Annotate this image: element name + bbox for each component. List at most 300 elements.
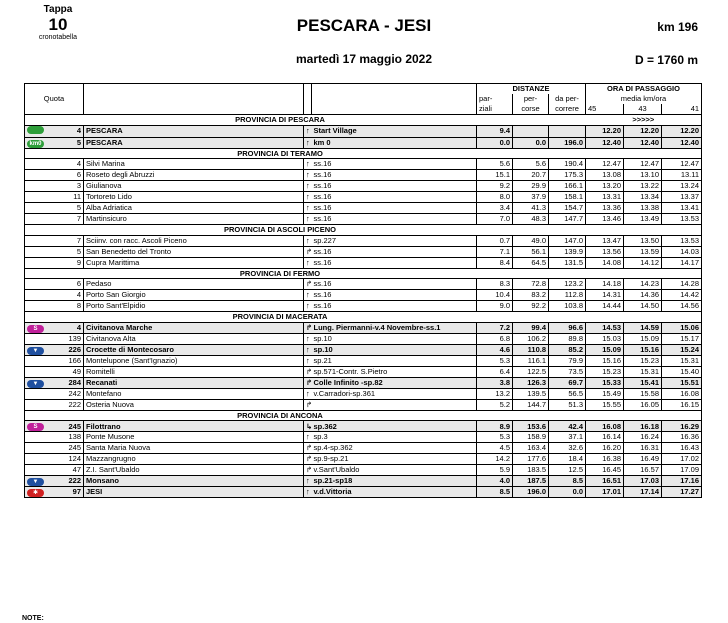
quota-cell: 47 — [72, 465, 81, 475]
stage-distance: km 196 — [657, 20, 698, 34]
time-45: 16.14 — [586, 432, 624, 443]
location-name: Cupra Marittima — [84, 257, 304, 268]
start-icon — [27, 126, 44, 134]
location-name: Crocette di Montecosaro — [84, 344, 304, 355]
table-row — [25, 235, 702, 246]
province-header — [25, 410, 702, 421]
quota-cell: 245 — [68, 421, 81, 431]
direction-arrow: ↑ — [304, 290, 312, 301]
quota-cell: 9 — [76, 257, 81, 267]
direction-arrow: ↱ — [304, 366, 312, 377]
direction-arrow: ↑ — [304, 388, 312, 399]
location-name: Recanati — [84, 377, 304, 388]
province-header — [25, 224, 702, 235]
quota-cell: 166 — [68, 355, 81, 365]
direction-arrow: ↱ — [304, 399, 312, 410]
direction-arrow: ↱ — [304, 443, 312, 454]
time-41: 17.02 — [662, 454, 702, 465]
location-name: Civitanova Marche — [84, 323, 304, 334]
table-row — [25, 476, 702, 487]
dist-remaining: 0.0 — [549, 487, 586, 498]
time-45: 15.23 — [586, 366, 624, 377]
location-name: Roseto degli Abruzzi — [84, 170, 304, 181]
dist-partial: 0.0 — [477, 137, 513, 148]
time-41: 16.08 — [662, 388, 702, 399]
location-name: PESCARA — [84, 137, 304, 148]
dist-remaining: 147.7 — [549, 213, 586, 224]
table-row — [25, 388, 702, 399]
dist-covered: 37.9 — [513, 192, 549, 203]
time-41: 15.17 — [662, 334, 702, 345]
dist-remaining: 37.1 — [549, 432, 586, 443]
time-45: 14.53 — [586, 323, 624, 334]
dist-remaining: 42.4 — [549, 421, 586, 432]
time-43: 12.47 — [624, 159, 662, 170]
dist-partial: 8.9 — [477, 421, 513, 432]
time-45: 13.20 — [586, 181, 624, 192]
col-parziali-1: par- — [477, 94, 513, 104]
sprint-icon: S — [27, 423, 44, 431]
location-name: Mazzangrugno — [84, 454, 304, 465]
table-row — [25, 181, 702, 192]
dist-covered: 153.6 — [513, 421, 549, 432]
road-name: Start Village — [313, 126, 357, 136]
road-name: ss.16 — [313, 192, 332, 202]
time-43: 14.36 — [624, 290, 662, 301]
col-speed-43: 43 — [624, 104, 662, 114]
dist-remaining: 112.8 — [549, 290, 586, 301]
dist-partial: 14.2 — [477, 454, 513, 465]
location-name: JESI — [84, 487, 304, 498]
quota-cell: 139 — [68, 334, 81, 344]
dist-covered: 144.7 — [513, 399, 549, 410]
dist-partial: 8.0 — [477, 192, 513, 203]
time-41: 15.24 — [662, 344, 702, 355]
time-41: 12.40 — [662, 137, 702, 148]
location-name: Z.I. Sant'Ubaldo — [84, 465, 304, 476]
quota-cell: 49 — [72, 366, 81, 376]
province-name: PROVINCIA DI MACERATA — [232, 312, 328, 322]
table-row — [25, 170, 702, 181]
stage-elevation: D = 1760 m — [634, 53, 698, 67]
time-45: 13.31 — [586, 192, 624, 203]
table-row — [25, 290, 702, 301]
dist-remaining: 69.7 — [549, 377, 586, 388]
direction-arrow: ↑ — [304, 476, 312, 487]
road-name — [312, 399, 477, 410]
time-45: 16.20 — [586, 443, 624, 454]
footer-note: NOTE: — [22, 615, 44, 622]
time-45: 15.55 — [586, 399, 624, 410]
direction-arrow: ↑ — [304, 344, 312, 355]
tappa-subtitle: cronotabella — [38, 34, 78, 41]
direction-arrow: ↑ — [304, 159, 312, 170]
location-name: Pedaso — [84, 279, 304, 290]
province-name: PROVINCIA DI ANCONA — [237, 410, 323, 420]
quota-cell: 11 — [73, 192, 81, 202]
timetable — [24, 83, 702, 498]
time-41: 14.17 — [662, 257, 702, 268]
time-41: 14.56 — [662, 301, 702, 312]
dist-remaining: 56.5 — [549, 388, 586, 399]
col-percorrere-2: correre — [549, 104, 586, 114]
table-row — [25, 421, 702, 432]
table-row — [25, 192, 702, 203]
road-name: km 0 — [313, 137, 331, 147]
direction-arrow: ↱ — [304, 465, 312, 476]
province-extra — [586, 224, 702, 235]
dist-covered — [513, 125, 549, 137]
dist-partial: 9.4 — [477, 125, 513, 137]
quota-cell: 226 — [68, 344, 81, 354]
time-41: 14.42 — [662, 290, 702, 301]
table-row — [25, 355, 702, 366]
table-row — [25, 279, 702, 290]
dist-remaining: 96.6 — [549, 323, 586, 334]
dist-partial: 8.5 — [477, 487, 513, 498]
location-name: Civitanova Alta — [84, 334, 304, 345]
dist-covered: 158.9 — [513, 432, 549, 443]
tappa-number: 10 — [48, 15, 68, 34]
dist-partial: 3.4 — [477, 203, 513, 214]
time-41: 13.37 — [662, 192, 702, 203]
time-41: 13.53 — [662, 213, 702, 224]
quota-cell: 5 — [76, 203, 81, 213]
location-name: Tortoreto Lido — [84, 192, 304, 203]
time-41: 12.20 — [662, 125, 702, 137]
dist-covered: 92.2 — [513, 301, 549, 312]
time-43: 13.22 — [624, 181, 662, 192]
time-41: 16.36 — [662, 432, 702, 443]
time-43: 13.34 — [624, 192, 662, 203]
dist-partial: 10.4 — [477, 290, 513, 301]
dist-remaining: 8.5 — [549, 476, 586, 487]
time-45: 15.09 — [586, 344, 624, 355]
quota-cell: 5 — [76, 246, 81, 256]
location-name: Silvi Marina — [84, 159, 304, 170]
table-row — [25, 203, 702, 214]
direction-arrow: ↑ — [304, 235, 312, 246]
time-43: 14.59 — [624, 323, 662, 334]
dist-covered: 5.6 — [513, 159, 549, 170]
time-45: 13.47 — [586, 235, 624, 246]
dist-remaining: 175.3 — [549, 170, 586, 181]
dist-remaining: 123.2 — [549, 279, 586, 290]
time-43: 15.09 — [624, 334, 662, 345]
quota-cell: 242 — [68, 388, 81, 398]
time-45: 15.49 — [586, 388, 624, 399]
table-row — [25, 432, 702, 443]
time-41: 17.09 — [662, 465, 702, 476]
dist-partial: 7.2 — [477, 323, 513, 334]
location-name: Osteria Nuova — [84, 399, 304, 410]
dist-partial: 15.1 — [477, 170, 513, 181]
road-name: sp.3 — [313, 432, 328, 442]
quota-cell: 7 — [76, 213, 81, 223]
dist-covered: 110.8 — [513, 344, 549, 355]
table-row — [25, 125, 702, 137]
time-43: 12.40 — [624, 137, 662, 148]
time-45: 14.08 — [586, 257, 624, 268]
location-name: Porto Sant'Elpidio — [84, 301, 304, 312]
road-name: ss.16 — [313, 159, 332, 169]
dist-remaining: 12.5 — [549, 465, 586, 476]
time-41: 14.03 — [662, 246, 702, 257]
time-43: 13.50 — [624, 235, 662, 246]
direction-arrow: ↑ — [304, 355, 312, 366]
location-name: Santa Maria Nuova — [84, 443, 304, 454]
direction-arrow: ↑ — [304, 137, 312, 148]
table-row — [25, 377, 702, 388]
time-41: 15.51 — [662, 377, 702, 388]
table-row — [25, 257, 702, 268]
dist-covered: 83.2 — [513, 290, 549, 301]
dist-remaining: 190.4 — [549, 159, 586, 170]
location-name: Porto San Giorgio — [84, 290, 304, 301]
road-name: ss.16 — [313, 181, 332, 191]
road-name: ss.16 — [313, 257, 332, 267]
quota-cell: 4 — [76, 290, 81, 300]
time-41: 16.29 — [662, 421, 702, 432]
direction-arrow: ↑ — [304, 487, 312, 498]
time-43: 15.31 — [624, 366, 662, 377]
dist-remaining: 51.3 — [549, 399, 586, 410]
time-45: 14.44 — [586, 301, 624, 312]
direction-arrow: ↑ — [304, 203, 312, 214]
dist-remaining: 196.0 — [549, 137, 586, 148]
quota-cell: 6 — [76, 279, 81, 289]
time-41: 13.24 — [662, 181, 702, 192]
time-43: 17.03 — [624, 476, 662, 487]
time-41: 15.31 — [662, 355, 702, 366]
quota-cell: 222 — [68, 476, 81, 486]
table-row — [25, 487, 702, 498]
road-name: ss.16 — [313, 279, 332, 289]
dist-partial: 5.3 — [477, 432, 513, 443]
time-43: 15.41 — [624, 377, 662, 388]
time-45: 14.31 — [586, 290, 624, 301]
quota-cell: 4 — [76, 323, 81, 333]
time-45: 16.45 — [586, 465, 624, 476]
time-41: 14.28 — [662, 279, 702, 290]
road-name: sp.21-sp18 — [313, 476, 353, 486]
quota-cell: 8 — [76, 301, 81, 311]
dist-partial: 9.0 — [477, 301, 513, 312]
dist-partial: 9.2 — [477, 181, 513, 192]
road-name: ss.16 — [313, 246, 332, 256]
dist-partial: 7.1 — [477, 246, 513, 257]
quota-cell: 245 — [68, 443, 81, 453]
quota-cell: 138 — [68, 432, 81, 442]
road-name: v.Carradori-sp.361 — [313, 388, 376, 398]
dist-covered: 163.4 — [513, 443, 549, 454]
dist-remaining: 158.1 — [549, 192, 586, 203]
dist-partial: 5.2 — [477, 399, 513, 410]
direction-arrow: ↱ — [304, 246, 312, 257]
time-41: 16.15 — [662, 399, 702, 410]
time-45: 12.20 — [586, 125, 624, 137]
direction-arrow: ↑ — [304, 192, 312, 203]
direction-arrow: ↑ — [304, 257, 312, 268]
time-43: 13.38 — [624, 203, 662, 214]
province-extra — [586, 410, 702, 421]
col-quota: Quota — [43, 93, 65, 103]
location-name: Monsano — [84, 476, 304, 487]
dist-partial: 6.4 — [477, 366, 513, 377]
dist-remaining: 103.8 — [549, 301, 586, 312]
table-row — [25, 399, 702, 410]
time-45: 16.51 — [586, 476, 624, 487]
time-45: 15.33 — [586, 377, 624, 388]
col-speed-45: 45 — [586, 104, 624, 114]
gpm-icon: ▼ — [27, 347, 44, 355]
province-name: PROVINCIA DI TERAMO — [237, 148, 323, 158]
province-header — [25, 268, 702, 279]
location-name: Filottrano — [84, 421, 304, 432]
province-name: PROVINCIA DI FERMO — [239, 268, 321, 278]
col-distanze: DISTANZE — [477, 84, 586, 94]
road-name: sp.9-sp.21 — [313, 454, 349, 464]
col-percorse-2: corse — [513, 104, 549, 114]
table-row — [25, 213, 702, 224]
gpm-icon: ▼ — [27, 380, 44, 388]
time-45: 13.08 — [586, 170, 624, 181]
dist-partial: 5.9 — [477, 465, 513, 476]
dist-covered: 99.4 — [513, 323, 549, 334]
gpm-icon: ▼ — [27, 478, 44, 486]
quota-cell: 6 — [76, 170, 81, 180]
table-row — [25, 334, 702, 345]
road-name: sp.10 — [313, 334, 332, 344]
road-name: Lung. Piermanni-v.4 Novembre-ss.1 — [313, 323, 441, 333]
page-title: PESCARA - JESI — [296, 16, 432, 35]
road-name: Colle Infinito -sp.82 — [313, 377, 383, 387]
direction-arrow: ↱ — [304, 377, 312, 388]
time-43: 14.50 — [624, 301, 662, 312]
location-name: Martinsicuro — [84, 213, 304, 224]
table-row — [25, 443, 702, 454]
dist-covered: 122.5 — [513, 366, 549, 377]
table-row — [25, 246, 702, 257]
quota-cell: 97 — [72, 487, 81, 497]
dist-covered: 41.3 — [513, 203, 549, 214]
time-43: 13.49 — [624, 213, 662, 224]
quota-cell: 284 — [68, 377, 81, 387]
time-45: 16.38 — [586, 454, 624, 465]
time-43: 16.05 — [624, 399, 662, 410]
province-extra — [586, 148, 702, 159]
location-name: Montefano — [84, 388, 304, 399]
table-row — [25, 159, 702, 170]
location-name: Alba Adriatica — [84, 203, 304, 214]
quota-cell: 3 — [76, 181, 81, 191]
col-speed-41: 41 — [662, 104, 702, 114]
location-name: Sciinv. con racc. Ascoli Piceno — [84, 235, 304, 246]
road-name: sp.227 — [313, 235, 337, 245]
dist-covered: 20.7 — [513, 170, 549, 181]
dist-covered: 116.1 — [513, 355, 549, 366]
dist-remaining: 32.6 — [549, 443, 586, 454]
direction-arrow: ↑ — [304, 334, 312, 345]
time-41: 13.53 — [662, 235, 702, 246]
quota-cell: 7 — [76, 235, 81, 245]
col-media: media km/ora — [586, 94, 702, 104]
direction-arrow: ↱ — [304, 323, 312, 334]
dist-partial: 0.7 — [477, 235, 513, 246]
direction-arrow: ↑ — [304, 181, 312, 192]
time-45: 13.46 — [586, 213, 624, 224]
road-name: ss.16 — [313, 290, 332, 300]
province-name: PROVINCIA DI ASCOLI PICENO — [224, 224, 336, 234]
direction-arrow: ↳ — [304, 421, 312, 432]
dist-remaining: 79.9 — [549, 355, 586, 366]
dist-covered: 183.5 — [513, 465, 549, 476]
direction-arrow: ↱ — [304, 454, 312, 465]
province-name: PROVINCIA DI PESCARA — [235, 114, 325, 124]
km0-icon: km0 — [27, 140, 44, 148]
road-name: ss.16 — [313, 203, 332, 213]
province-extra — [586, 312, 702, 323]
col-ora: ORA DI PASSAGGIO — [586, 84, 702, 94]
quota-cell: 5 — [76, 137, 81, 147]
road-name: ss.16 — [313, 213, 332, 223]
col-percorse-1: per- — [513, 94, 549, 104]
time-43: 13.10 — [624, 170, 662, 181]
tappa-label: Tappa — [43, 4, 73, 15]
time-45: 12.47 — [586, 159, 624, 170]
road-name: sp.21 — [313, 355, 332, 365]
quota-cell: 4 — [76, 159, 81, 169]
dist-covered: 196.0 — [513, 487, 549, 498]
direction-arrow: ↑ — [304, 301, 312, 312]
dist-partial: 3.8 — [477, 377, 513, 388]
dist-covered: 126.3 — [513, 377, 549, 388]
time-45: 14.18 — [586, 279, 624, 290]
col-parziali-2: ziali — [477, 104, 513, 114]
time-41: 13.41 — [662, 203, 702, 214]
dist-remaining: 139.9 — [549, 246, 586, 257]
time-43: 15.23 — [624, 355, 662, 366]
quota-cell: 222 — [68, 399, 81, 409]
province-extra — [586, 268, 702, 279]
table-row — [25, 454, 702, 465]
time-43: 14.23 — [624, 279, 662, 290]
time-41: 17.27 — [662, 487, 702, 498]
road-name: sp.4-sp.362 — [313, 443, 353, 453]
location-name: Romitelli — [84, 366, 304, 377]
time-43: 16.31 — [624, 443, 662, 454]
province-extra: >>>>> — [586, 114, 702, 125]
dist-covered: 187.5 — [513, 476, 549, 487]
road-name: ss.16 — [313, 170, 332, 180]
road-name: sp.362 — [313, 421, 337, 431]
table-row — [25, 301, 702, 312]
direction-arrow: ↑ — [304, 125, 312, 137]
dist-covered: 56.1 — [513, 246, 549, 257]
dist-partial: 4.0 — [477, 476, 513, 487]
dist-remaining: 18.4 — [549, 454, 586, 465]
dist-remaining: 147.0 — [549, 235, 586, 246]
time-43: 13.59 — [624, 246, 662, 257]
dist-remaining: 154.7 — [549, 203, 586, 214]
time-45: 12.40 — [586, 137, 624, 148]
location-name: San Benedetto del Tronto — [84, 246, 304, 257]
time-41: 12.47 — [662, 159, 702, 170]
province-header — [25, 148, 702, 159]
road-name: ss.16 — [313, 301, 332, 311]
dist-covered: 48.3 — [513, 213, 549, 224]
direction-arrow: ↑ — [304, 213, 312, 224]
